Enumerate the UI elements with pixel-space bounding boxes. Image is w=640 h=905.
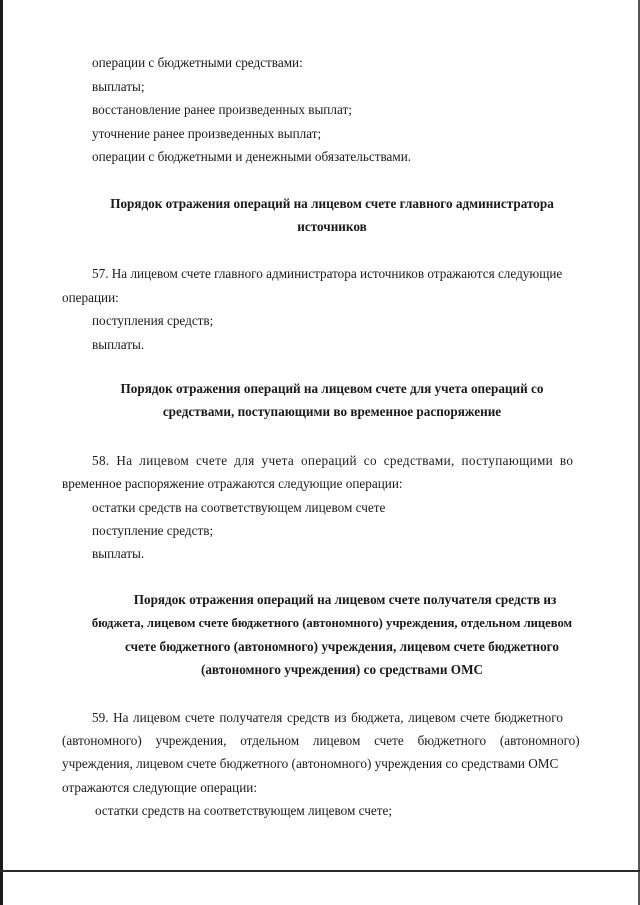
paragraph-line: (автономного) учреждения, отдельном лицевом счете бюджетного (автономного) bbox=[62, 733, 580, 748]
section-heading: (автономного учреждения) со средствами ОМС bbox=[200, 662, 484, 677]
list-item: поступление средств; bbox=[92, 523, 214, 538]
scan-bottom-edge bbox=[0, 870, 640, 872]
section-heading: средствами, поступающими во временное распоряжение bbox=[162, 404, 502, 419]
list-item: остатки средств на соответствующем лицевом счете bbox=[92, 500, 386, 515]
list-item: поступления средств; bbox=[92, 313, 214, 328]
paragraph-line: отражаются следующие операции: bbox=[62, 780, 257, 795]
list-item: выплаты; bbox=[92, 79, 145, 94]
paragraph-line: 58. На лицевом счете для учета операций со средствами, поступающими во bbox=[92, 453, 574, 468]
scan-left-edge bbox=[0, 0, 3, 905]
list-item: восстановление ранее произведенных выплат; bbox=[92, 102, 352, 117]
paragraph-line: 57. На лицевом счете главного администратора источников отражаются следующие bbox=[92, 266, 563, 281]
list-item: операции с бюджетными средствами: bbox=[92, 55, 303, 70]
section-heading: Порядок отражения операций на лицевом счете для учета операций со bbox=[120, 381, 544, 396]
list-item: выплаты. bbox=[92, 546, 145, 561]
paragraph-line: 59. На лицевом счете получателя средств из бюджета, лицевом счете бюджетного bbox=[92, 710, 563, 725]
section-heading: счете бюджетного (автономного) учреждения, лицевом счете бюджетного bbox=[125, 639, 559, 654]
list-item: уточнение ранее произведенных выплат; bbox=[92, 126, 322, 141]
list-item: выплаты. bbox=[92, 337, 145, 352]
list-item: операции с бюджетными и денежными обязательствами. bbox=[92, 149, 412, 164]
paragraph-line: операции: bbox=[62, 290, 119, 305]
section-heading: Порядок отражения операций на лицевом счете главного администратора bbox=[110, 196, 554, 211]
list-item: остатки средств на соответствующем лицевом счете; bbox=[95, 803, 392, 818]
paragraph-line: учреждения, лицевом счете бюджетного (автономного) учреждения со средствами ОМС bbox=[62, 756, 559, 771]
section-heading: бюджета, лицевом счете бюджетного (автономного) учреждения, отдельном лицевом bbox=[91, 616, 573, 630]
section-heading: источников bbox=[297, 219, 367, 234]
paragraph-line: временное распоряжение отражаются следующие операции: bbox=[62, 476, 403, 491]
section-heading: Порядок отражения операций на лицевом счете получателя средств из bbox=[133, 592, 557, 607]
